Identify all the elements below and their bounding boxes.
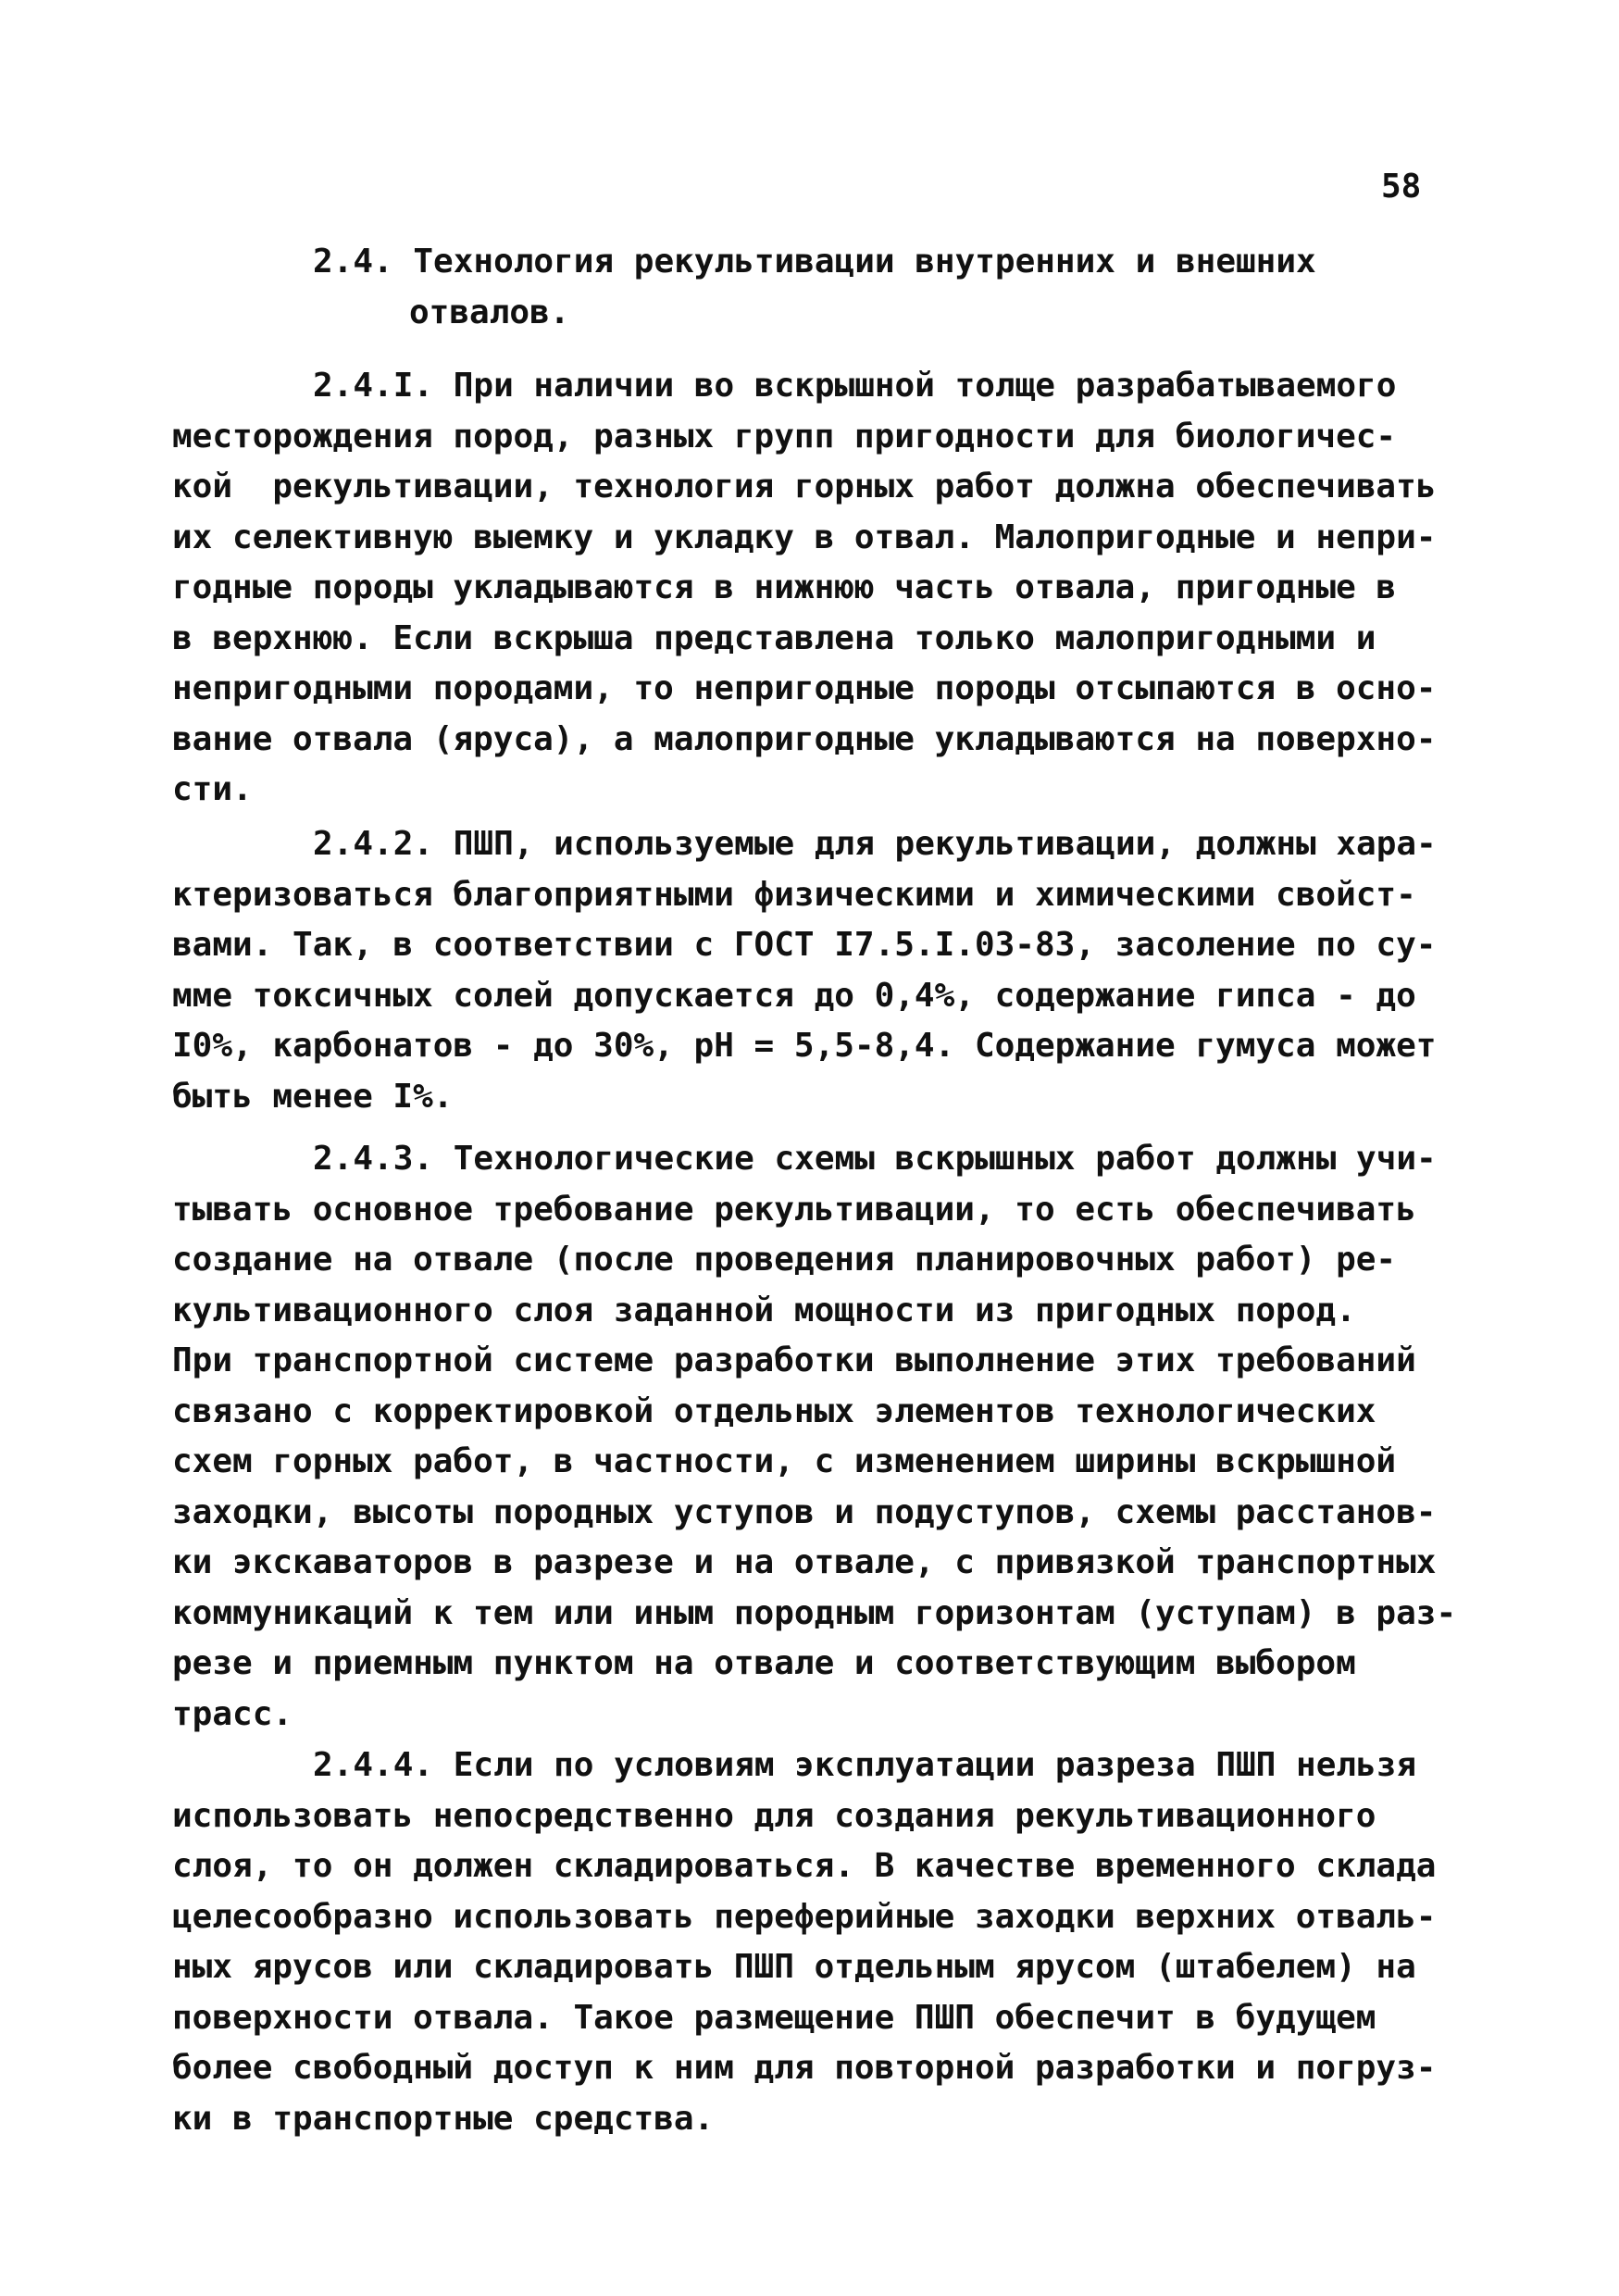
- paragraph-line: 2.4.3. Технологические схемы вскрышных работ должны учи-: [313, 1140, 1437, 1178]
- paragraph-line: использовать непосредственно для создания рекультивационного: [172, 1796, 1376, 1835]
- paragraph-line: годные породы укладываются в нижнюю часть отвала, пригодные в: [172, 568, 1397, 606]
- paragraph-2-4-1: [172, 361, 1468, 816]
- paragraph-line: сти.: [172, 770, 253, 808]
- paragraph-2-4-3: [172, 1134, 1468, 1740]
- paragraph-line: 2.4.4. Если по условиям эксплуатации разреза ПШП нельзя: [313, 1746, 1417, 1784]
- page-number: 58: [1381, 168, 1422, 206]
- paragraph-line: вание отвала (яруса), а малопригодные укладываются на поверхно-: [172, 719, 1437, 758]
- heading-line: 2.4. Технология рекультивации внутренних и внешних: [313, 243, 1316, 281]
- paragraph-line: поверхности отвала. Такое размещение ПШП обеспечит в будущем: [172, 1998, 1376, 2037]
- paragraph-line: культивационного слоя заданной мощности из пригодных пород.: [172, 1291, 1356, 1329]
- paragraph-2-4-2: [172, 819, 1468, 1122]
- paragraph-line: вами. Так, в соответствии с ГОСТ I7.5.I.03-83, засоление по су-: [172, 926, 1437, 964]
- paragraph-line: коммуникаций к тем или иным породным горизонтам (уступам) в раз-: [172, 1593, 1457, 1632]
- paragraph-line: резе и приемным пунктом на отвале и соответствующим выбором: [172, 1644, 1356, 1682]
- paragraph-line: I0%, карбонатов - до 30%, pH = 5,5-8,4. Содержание гумуса может: [172, 1027, 1437, 1065]
- paragraph-line: их селективную выемку и укладку в отвал. Малопригодные и непри-: [172, 518, 1437, 556]
- paragraph-line: заходки, высоты породных уступов и подуступов, схемы расстанов-: [172, 1492, 1437, 1531]
- paragraph-line: целесообразно использовать переферийные заходки верхних отваль-: [172, 1897, 1437, 1936]
- paragraph-line: тывать основное требование рекультивации, то есть обеспечивать: [172, 1190, 1416, 1229]
- paragraph-line: трасс.: [172, 1694, 293, 1733]
- paragraph-line: При транспортной системе разработки выполнение этих требований: [172, 1341, 1416, 1379]
- paragraph-line: ных ярусов или складировать ПШП отдельным ярусом (штабелем) на: [172, 1948, 1416, 1986]
- paragraph-line: ктеризоваться благоприятными физическими и химическими свойст-: [172, 875, 1416, 914]
- paragraph-line: быть менее I%.: [172, 1077, 454, 1116]
- paragraph-line: мме токсичных солей допускается до 0,4%, содержание гипса - до: [172, 976, 1416, 1015]
- paragraph-line: 2.4.I. При наличии во вскрышной толще разрабатываемого: [313, 367, 1397, 405]
- paragraph-line: более свободный доступ к ним для повторной разработки и погруз-: [172, 2049, 1437, 2087]
- heading-line: отвалов.: [409, 293, 570, 331]
- paragraph-line: 2.4.2. ПШП, используемые для рекультивации, должны хара-: [313, 825, 1437, 863]
- section-heading: [313, 236, 1479, 338]
- paragraph-line: непригодными породами, то непригодные породы отсыпаются в осно-: [172, 669, 1437, 707]
- paragraph-line: слоя, то он должен складироваться. В качестве временного склада: [172, 1847, 1437, 1885]
- paragraph-line: создание на отвале (после проведения планировочных работ) ре-: [172, 1241, 1397, 1279]
- paragraph-line: ки в транспортные средства.: [172, 2099, 715, 2138]
- paragraph-2-4-4: [172, 1741, 1468, 2144]
- paragraph-line: связано с корректировкой отдельных элементов технологических: [172, 1391, 1376, 1430]
- paragraph-line: месторождения пород, разных групп пригодности для биологичес-: [172, 417, 1397, 455]
- paragraph-line: ки экскаваторов в разрезе и на отвале, с привязкой транспортных: [172, 1543, 1437, 1581]
- paragraph-line: в верхнюю. Если вскрыша представлена только малопригодными и: [172, 618, 1376, 657]
- paragraph-line: кой рекультивации, технология горных работ должна обеспечивать: [172, 468, 1437, 505]
- paragraph-line: схем горных работ, в частности, с изменением ширины вскрышной: [172, 1442, 1397, 1480]
